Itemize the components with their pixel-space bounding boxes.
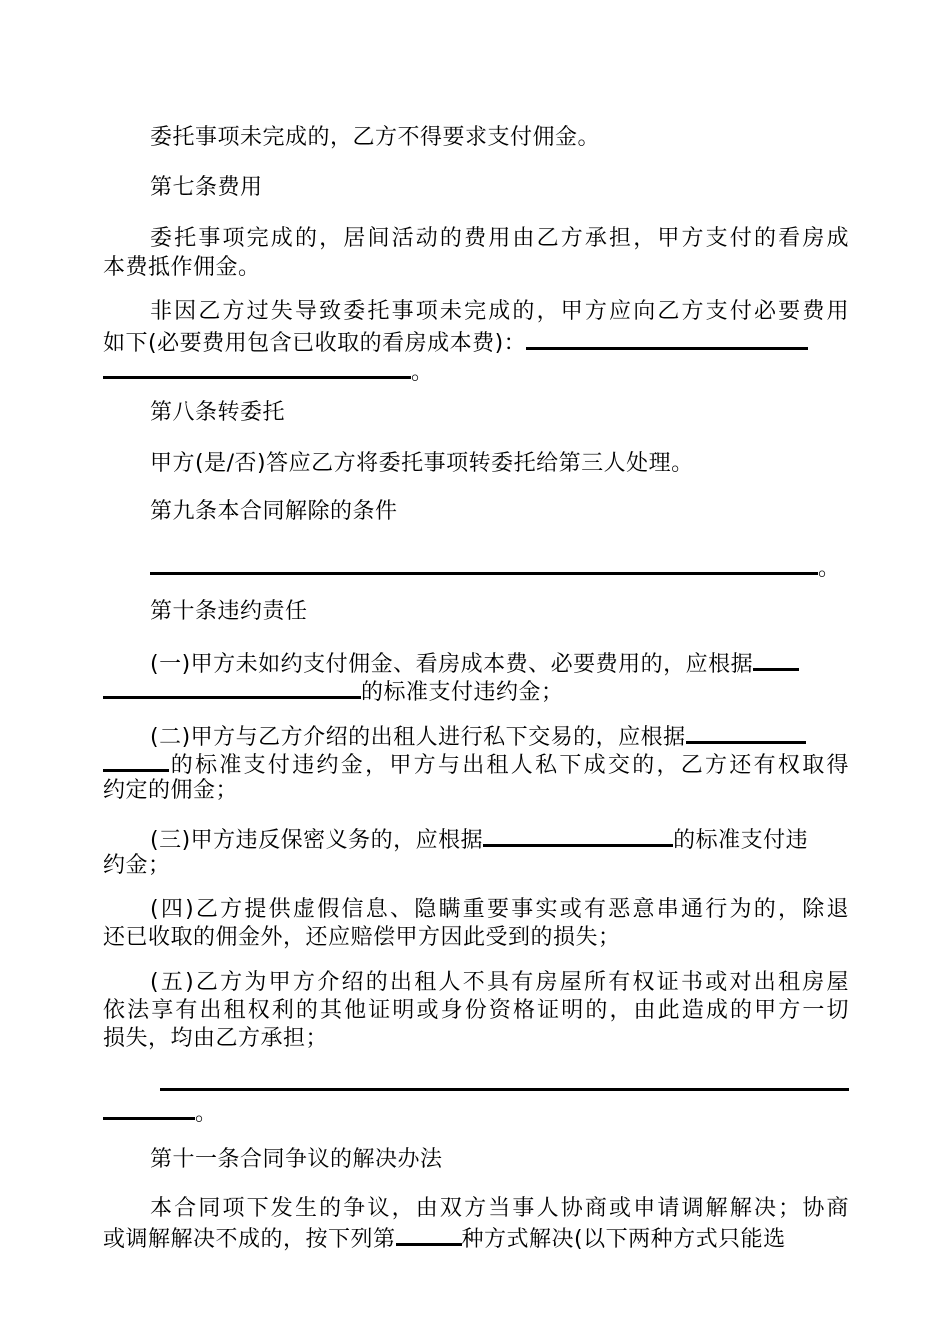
liability-item-1-blank: [753, 648, 799, 671]
period-mark: 。: [195, 1101, 218, 1126]
paragraph-dispute-line2: [103, 1223, 849, 1254]
liability-item-2-line1: [150, 721, 849, 752]
paragraph-termination-blank: [150, 552, 849, 583]
heading-article-10: 第十条违约责任: [150, 599, 308, 624]
paragraph-dispute-line1: 本合同项下发生的争议，由双方当事人协商或申请调解解决；协商: [150, 1196, 849, 1221]
liability-item-2-blank: [686, 721, 806, 744]
liability-other-blank: [160, 1068, 849, 1091]
liability-other-blank-line1: [160, 1068, 849, 1099]
dispute-tail: 种方式解决(以下两种方式只能选: [461, 1227, 786, 1252]
necessary-costs-blank-cont: [103, 356, 411, 379]
liability-other-blank-cont: [103, 1097, 195, 1120]
liability-item-5-line3: 损失，均由乙方承担；: [103, 1026, 329, 1051]
paragraph-necessary-costs-line2: [103, 327, 849, 358]
liability-item-1-line1: [150, 648, 849, 679]
necessary-costs-label: 如下(必要费用包含已收取的看房成本费)：: [103, 331, 527, 356]
paragraph-necessary-costs-line1: 非因乙方过失导致委托事项未完成的，甲方应向乙方支付必要费用: [150, 299, 849, 324]
heading-article-11: 第十一条合同争议的解决办法: [150, 1147, 443, 1172]
liability-item-4-line1: (四)乙方提供虚假信息、隐瞒重要事实或有恶意串通行为的，除退: [150, 897, 849, 922]
liability-item-2-text: (二)甲方与乙方介绍的出租人进行私下交易的，应根据: [150, 725, 686, 750]
liability-item-2-blank-cont: [103, 749, 169, 772]
paragraph-commission-unfinished: 委托事项未完成的，乙方不得要求支付佣金。: [150, 125, 601, 150]
heading-article-9: 第九条本合同解除的条件: [150, 499, 398, 524]
period-mark: 。: [818, 556, 841, 581]
liability-item-1-line2: [103, 676, 849, 707]
paragraph-costs-line2: 本费抵作佣金。: [103, 255, 261, 280]
paragraph-necessary-costs-line3: [103, 356, 849, 387]
liability-item-3-text: (三)甲方违反保密义务的，应根据: [150, 828, 484, 853]
liability-item-2-tail: 的标准支付违约金，甲方与出租人私下成交的，乙方还有权取得: [169, 753, 849, 778]
liability-item-4-line2: 还已收取的佣金外，还应赔偿甲方因此受到的损失；: [103, 925, 621, 950]
liability-item-2-line3: 约定的佣金；: [103, 778, 239, 803]
liability-item-3-tail: 的标准支付违: [673, 828, 809, 853]
liability-item-3-blank: [483, 824, 673, 847]
liability-item-2-line2: [103, 749, 849, 780]
liability-item-1-text: (一)甲方未如约支付佣金、看房成本费、必要费用的，应根据: [150, 652, 754, 677]
liability-item-1-tail: 的标准支付违约金；: [361, 680, 564, 705]
termination-conditions-blank: [150, 552, 818, 575]
liability-item-1-blank-cont: [103, 676, 361, 699]
period-mark: 。: [411, 360, 434, 385]
liability-item-5-line1: (五)乙方为甲方介绍的出租人不具有房屋所有权证书或对出租房屋: [150, 970, 849, 995]
liability-item-3-line1: [150, 824, 849, 855]
heading-article-7: 第七条费用: [150, 175, 263, 200]
liability-other-blank-line2: [103, 1097, 849, 1128]
dispute-method-blank: [396, 1223, 462, 1246]
necessary-costs-blank: [526, 327, 808, 350]
paragraph-subcontract: 甲方(是/否)答应乙方将委托事项转委托给第三人处理。: [150, 451, 694, 476]
paragraph-costs-line1: 委托事项完成的，居间活动的费用由乙方承担，甲方支付的看房成: [150, 226, 849, 251]
liability-item-5-line2: 依法享有出租权利的其他证明或身份资格证明的，由此造成的甲方一切: [103, 998, 849, 1023]
dispute-text: 或调解解决不成的，按下列第: [103, 1227, 396, 1252]
heading-article-8: 第八条转委托: [150, 400, 286, 425]
liability-item-3-line2: 约金；: [103, 853, 171, 878]
